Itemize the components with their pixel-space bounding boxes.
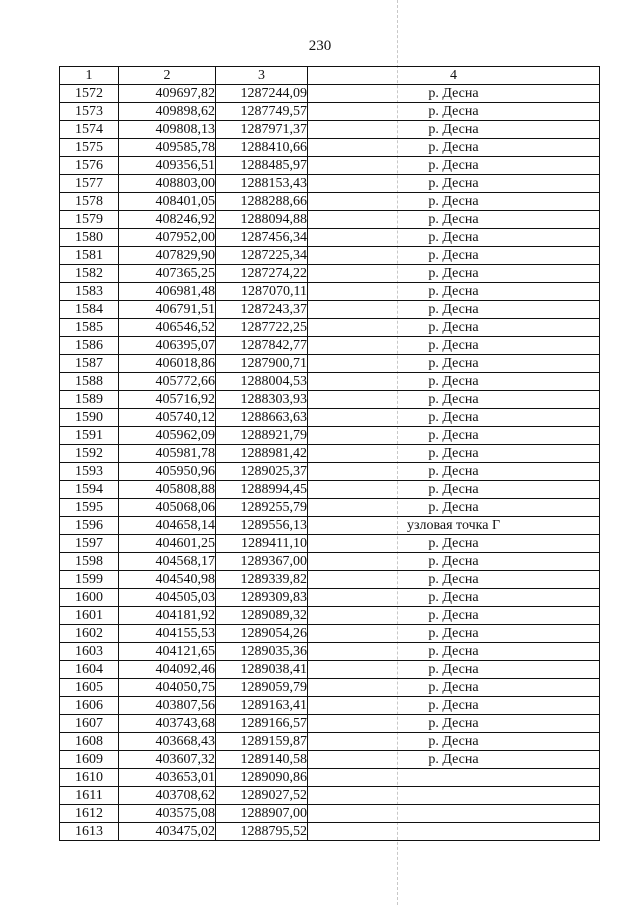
y-coordinate-cell: 1287070,11 bbox=[216, 283, 308, 301]
column-header-y: 3 bbox=[216, 67, 308, 85]
y-coordinate-cell: 1289089,32 bbox=[216, 607, 308, 625]
description-cell bbox=[308, 823, 600, 841]
x-coordinate-cell: 406791,51 bbox=[119, 301, 216, 319]
description-cell: р. Десна bbox=[308, 355, 600, 373]
y-coordinate-cell: 1289339,82 bbox=[216, 571, 308, 589]
description-cell: р. Десна bbox=[308, 373, 600, 391]
point-number-cell: 1593 bbox=[60, 463, 119, 481]
x-coordinate-cell: 405950,96 bbox=[119, 463, 216, 481]
point-number-cell: 1610 bbox=[60, 769, 119, 787]
y-coordinate-cell: 1287971,37 bbox=[216, 121, 308, 139]
point-number-cell: 1607 bbox=[60, 715, 119, 733]
description-cell: р. Десна bbox=[308, 481, 600, 499]
x-coordinate-cell: 403807,56 bbox=[119, 697, 216, 715]
description-cell: р. Десна bbox=[308, 391, 600, 409]
x-coordinate-cell: 405772,66 bbox=[119, 373, 216, 391]
y-coordinate-cell: 1289163,41 bbox=[216, 697, 308, 715]
point-number-cell: 1577 bbox=[60, 175, 119, 193]
y-coordinate-cell: 1287225,34 bbox=[216, 247, 308, 265]
description-cell: р. Десна bbox=[308, 499, 600, 517]
point-number-cell: 1608 bbox=[60, 733, 119, 751]
x-coordinate-cell: 404540,98 bbox=[119, 571, 216, 589]
x-coordinate-cell: 408401,05 bbox=[119, 193, 216, 211]
table-row bbox=[60, 211, 600, 229]
description-cell: р. Десна bbox=[308, 679, 600, 697]
x-coordinate-cell: 403607,32 bbox=[119, 751, 216, 769]
y-coordinate-cell: 1289059,79 bbox=[216, 679, 308, 697]
table-row bbox=[60, 247, 600, 265]
x-coordinate-cell: 404658,14 bbox=[119, 517, 216, 535]
y-coordinate-cell: 1289309,83 bbox=[216, 589, 308, 607]
description-cell: р. Десна bbox=[308, 121, 600, 139]
point-number-cell: 1574 bbox=[60, 121, 119, 139]
y-coordinate-cell: 1287274,22 bbox=[216, 265, 308, 283]
header-row bbox=[60, 67, 600, 85]
table-row bbox=[60, 769, 600, 787]
column-header-point-number: 1 bbox=[60, 67, 119, 85]
x-coordinate-cell: 406546,52 bbox=[119, 319, 216, 337]
x-coordinate-cell: 408246,92 bbox=[119, 211, 216, 229]
table-row bbox=[60, 337, 600, 355]
table-row bbox=[60, 85, 600, 103]
description-cell: р. Десна bbox=[308, 589, 600, 607]
x-coordinate-cell: 407829,90 bbox=[119, 247, 216, 265]
y-coordinate-cell: 1288994,45 bbox=[216, 481, 308, 499]
x-coordinate-cell: 405740,12 bbox=[119, 409, 216, 427]
description-cell: р. Десна bbox=[308, 283, 600, 301]
column-header-description: 4 bbox=[308, 67, 600, 85]
x-coordinate-cell: 404601,25 bbox=[119, 535, 216, 553]
description-cell: р. Десна bbox=[308, 337, 600, 355]
y-coordinate-cell: 1287244,09 bbox=[216, 85, 308, 103]
table-row bbox=[60, 373, 600, 391]
description-cell: р. Десна bbox=[308, 427, 600, 445]
y-coordinate-cell: 1289038,41 bbox=[216, 661, 308, 679]
point-number-cell: 1612 bbox=[60, 805, 119, 823]
y-coordinate-cell: 1289556,13 bbox=[216, 517, 308, 535]
y-coordinate-cell: 1287749,57 bbox=[216, 103, 308, 121]
x-coordinate-cell: 406018,86 bbox=[119, 355, 216, 373]
table-row bbox=[60, 607, 600, 625]
description-cell: р. Десна bbox=[308, 643, 600, 661]
x-coordinate-cell: 403668,43 bbox=[119, 733, 216, 751]
x-coordinate-cell: 405808,88 bbox=[119, 481, 216, 499]
description-cell: р. Десна bbox=[308, 103, 600, 121]
y-coordinate-cell: 1288410,66 bbox=[216, 139, 308, 157]
point-number-cell: 1600 bbox=[60, 589, 119, 607]
x-coordinate-cell: 404121,65 bbox=[119, 643, 216, 661]
table-row bbox=[60, 463, 600, 481]
table-row bbox=[60, 661, 600, 679]
x-coordinate-cell: 409697,82 bbox=[119, 85, 216, 103]
table-row bbox=[60, 391, 600, 409]
point-number-cell: 1592 bbox=[60, 445, 119, 463]
y-coordinate-cell: 1287456,34 bbox=[216, 229, 308, 247]
description-cell: р. Десна bbox=[308, 733, 600, 751]
point-number-cell: 1604 bbox=[60, 661, 119, 679]
point-number-cell: 1597 bbox=[60, 535, 119, 553]
description-cell: р. Десна bbox=[308, 553, 600, 571]
point-number-cell: 1580 bbox=[60, 229, 119, 247]
description-cell: р. Десна bbox=[308, 301, 600, 319]
table-row bbox=[60, 139, 600, 157]
y-coordinate-cell: 1289411,10 bbox=[216, 535, 308, 553]
description-cell bbox=[308, 769, 600, 787]
point-number-cell: 1591 bbox=[60, 427, 119, 445]
point-number-cell: 1605 bbox=[60, 679, 119, 697]
table-row bbox=[60, 697, 600, 715]
y-coordinate-cell: 1287842,77 bbox=[216, 337, 308, 355]
description-cell: р. Десна bbox=[308, 535, 600, 553]
coordinates-table bbox=[59, 66, 600, 841]
x-coordinate-cell: 403743,68 bbox=[119, 715, 216, 733]
description-cell: р. Десна bbox=[308, 247, 600, 265]
y-coordinate-cell: 1288663,63 bbox=[216, 409, 308, 427]
x-coordinate-cell: 407365,25 bbox=[119, 265, 216, 283]
y-coordinate-cell: 1289090,86 bbox=[216, 769, 308, 787]
description-cell: р. Десна bbox=[308, 571, 600, 589]
table-row bbox=[60, 427, 600, 445]
point-number-cell: 1573 bbox=[60, 103, 119, 121]
table-row bbox=[60, 283, 600, 301]
point-number-cell: 1584 bbox=[60, 301, 119, 319]
description-cell: р. Десна bbox=[308, 715, 600, 733]
x-coordinate-cell: 404092,46 bbox=[119, 661, 216, 679]
description-cell: р. Десна bbox=[308, 193, 600, 211]
table-row bbox=[60, 157, 600, 175]
description-cell: р. Десна bbox=[308, 751, 600, 769]
y-coordinate-cell: 1288288,66 bbox=[216, 193, 308, 211]
point-number-cell: 1599 bbox=[60, 571, 119, 589]
description-cell bbox=[308, 787, 600, 805]
table-row bbox=[60, 301, 600, 319]
point-number-cell: 1576 bbox=[60, 157, 119, 175]
point-number-cell: 1590 bbox=[60, 409, 119, 427]
x-coordinate-cell: 409898,62 bbox=[119, 103, 216, 121]
point-number-cell: 1588 bbox=[60, 373, 119, 391]
x-coordinate-cell: 404050,75 bbox=[119, 679, 216, 697]
table-row bbox=[60, 787, 600, 805]
table-row bbox=[60, 265, 600, 283]
x-coordinate-cell: 408803,00 bbox=[119, 175, 216, 193]
y-coordinate-cell: 1289166,57 bbox=[216, 715, 308, 733]
table-row bbox=[60, 229, 600, 247]
x-coordinate-cell: 409356,51 bbox=[119, 157, 216, 175]
description-cell: узловая точка Г bbox=[308, 517, 600, 535]
y-coordinate-cell: 1288921,79 bbox=[216, 427, 308, 445]
y-coordinate-cell: 1289140,58 bbox=[216, 751, 308, 769]
y-coordinate-cell: 1288485,97 bbox=[216, 157, 308, 175]
description-cell: р. Десна bbox=[308, 139, 600, 157]
point-number-cell: 1596 bbox=[60, 517, 119, 535]
x-coordinate-cell: 404155,53 bbox=[119, 625, 216, 643]
point-number-cell: 1582 bbox=[60, 265, 119, 283]
y-coordinate-cell: 1289159,87 bbox=[216, 733, 308, 751]
table-row bbox=[60, 355, 600, 373]
table-row bbox=[60, 121, 600, 139]
table-row bbox=[60, 517, 600, 535]
description-cell: р. Десна bbox=[308, 409, 600, 427]
table-row bbox=[60, 535, 600, 553]
y-coordinate-cell: 1288795,52 bbox=[216, 823, 308, 841]
x-coordinate-cell: 403575,08 bbox=[119, 805, 216, 823]
table-row bbox=[60, 805, 600, 823]
x-coordinate-cell: 404181,92 bbox=[119, 607, 216, 625]
point-number-cell: 1601 bbox=[60, 607, 119, 625]
x-coordinate-cell: 405981,78 bbox=[119, 445, 216, 463]
table-row bbox=[60, 751, 600, 769]
table-row bbox=[60, 103, 600, 121]
x-coordinate-cell: 404505,03 bbox=[119, 589, 216, 607]
point-number-cell: 1609 bbox=[60, 751, 119, 769]
table-row bbox=[60, 643, 600, 661]
description-cell: р. Десна bbox=[308, 463, 600, 481]
y-coordinate-cell: 1287900,71 bbox=[216, 355, 308, 373]
y-coordinate-cell: 1288153,43 bbox=[216, 175, 308, 193]
description-cell: р. Десна bbox=[308, 211, 600, 229]
description-cell: р. Десна bbox=[308, 661, 600, 679]
y-coordinate-cell: 1289255,79 bbox=[216, 499, 308, 517]
y-coordinate-cell: 1287722,25 bbox=[216, 319, 308, 337]
description-cell: р. Десна bbox=[308, 175, 600, 193]
point-number-cell: 1575 bbox=[60, 139, 119, 157]
y-coordinate-cell: 1288094,88 bbox=[216, 211, 308, 229]
x-coordinate-cell: 406395,07 bbox=[119, 337, 216, 355]
point-number-cell: 1603 bbox=[60, 643, 119, 661]
description-cell: р. Десна bbox=[308, 697, 600, 715]
description-cell: р. Десна bbox=[308, 85, 600, 103]
y-coordinate-cell: 1289367,00 bbox=[216, 553, 308, 571]
description-cell: р. Десна bbox=[308, 265, 600, 283]
x-coordinate-cell: 405716,92 bbox=[119, 391, 216, 409]
x-coordinate-cell: 403653,01 bbox=[119, 769, 216, 787]
y-coordinate-cell: 1289027,52 bbox=[216, 787, 308, 805]
point-number-cell: 1606 bbox=[60, 697, 119, 715]
table-row bbox=[60, 553, 600, 571]
point-number-cell: 1579 bbox=[60, 211, 119, 229]
y-coordinate-cell: 1288004,53 bbox=[216, 373, 308, 391]
table-row bbox=[60, 733, 600, 751]
y-coordinate-cell: 1288907,00 bbox=[216, 805, 308, 823]
y-coordinate-cell: 1289054,26 bbox=[216, 625, 308, 643]
x-coordinate-cell: 406981,48 bbox=[119, 283, 216, 301]
table-row bbox=[60, 193, 600, 211]
point-number-cell: 1613 bbox=[60, 823, 119, 841]
point-number-cell: 1595 bbox=[60, 499, 119, 517]
point-number-cell: 1581 bbox=[60, 247, 119, 265]
description-cell: р. Десна bbox=[308, 229, 600, 247]
column-header-x: 2 bbox=[119, 67, 216, 85]
point-number-cell: 1572 bbox=[60, 85, 119, 103]
table-row bbox=[60, 679, 600, 697]
point-number-cell: 1602 bbox=[60, 625, 119, 643]
description-cell bbox=[308, 805, 600, 823]
table-row bbox=[60, 589, 600, 607]
x-coordinate-cell: 405962,09 bbox=[119, 427, 216, 445]
x-coordinate-cell: 409808,13 bbox=[119, 121, 216, 139]
y-coordinate-cell: 1289035,36 bbox=[216, 643, 308, 661]
x-coordinate-cell: 405068,06 bbox=[119, 499, 216, 517]
y-coordinate-cell: 1287243,37 bbox=[216, 301, 308, 319]
point-number-cell: 1611 bbox=[60, 787, 119, 805]
table-row bbox=[60, 445, 600, 463]
y-coordinate-cell: 1288303,93 bbox=[216, 391, 308, 409]
table-row bbox=[60, 625, 600, 643]
description-cell: р. Десна bbox=[308, 445, 600, 463]
table-row bbox=[60, 715, 600, 733]
point-number-cell: 1585 bbox=[60, 319, 119, 337]
x-coordinate-cell: 403475,02 bbox=[119, 823, 216, 841]
point-number-cell: 1598 bbox=[60, 553, 119, 571]
point-number-cell: 1586 bbox=[60, 337, 119, 355]
description-cell: р. Десна bbox=[308, 157, 600, 175]
description-cell: р. Десна bbox=[308, 319, 600, 337]
point-number-cell: 1578 bbox=[60, 193, 119, 211]
y-coordinate-cell: 1288981,42 bbox=[216, 445, 308, 463]
x-coordinate-cell: 407952,00 bbox=[119, 229, 216, 247]
page-number: 230 bbox=[308, 38, 332, 54]
table-row bbox=[60, 499, 600, 517]
x-coordinate-cell: 404568,17 bbox=[119, 553, 216, 571]
description-cell: р. Десна bbox=[308, 625, 600, 643]
point-number-cell: 1589 bbox=[60, 391, 119, 409]
table-row bbox=[60, 175, 600, 193]
table-row bbox=[60, 409, 600, 427]
x-coordinate-cell: 409585,78 bbox=[119, 139, 216, 157]
point-number-cell: 1594 bbox=[60, 481, 119, 499]
x-coordinate-cell: 403708,62 bbox=[119, 787, 216, 805]
y-coordinate-cell: 1289025,37 bbox=[216, 463, 308, 481]
table-row bbox=[60, 823, 600, 841]
table-row bbox=[60, 319, 600, 337]
point-number-cell: 1587 bbox=[60, 355, 119, 373]
table-row bbox=[60, 571, 600, 589]
table-row bbox=[60, 481, 600, 499]
point-number-cell: 1583 bbox=[60, 283, 119, 301]
description-cell: р. Десна bbox=[308, 607, 600, 625]
